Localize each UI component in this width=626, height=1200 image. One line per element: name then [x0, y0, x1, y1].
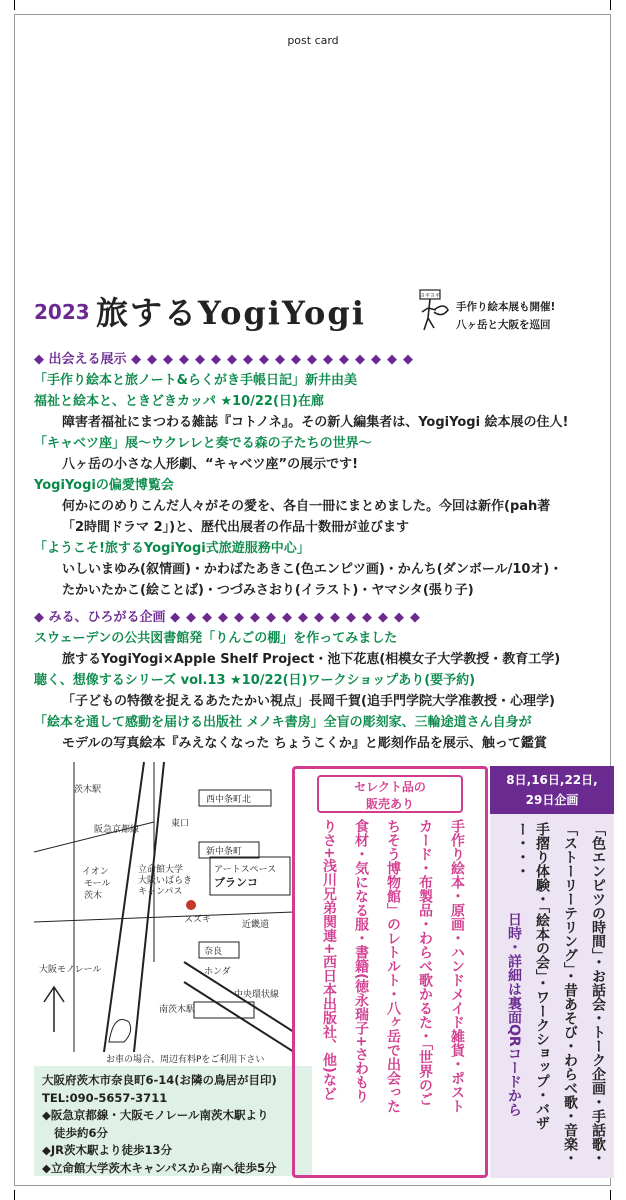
diamond-divider: ◆◆◆◆◆◆◆◆◆◆◆◆◆◆◆◆	[170, 610, 427, 625]
item-detail: 障害者福祉にまつわる雑誌『コトノネ』。その新人編集者は、YogiYogi 絵本展の住人!	[62, 415, 569, 430]
project-list	[34, 628, 614, 754]
venue-marker-icon	[186, 900, 196, 910]
select-text-column: ちそう博物館」のレトルト・八ヶ岳で出会った	[385, 819, 401, 1113]
event-text-column: 手摺り体験・「絵本の会」・ワークショップ・バザー・・・	[514, 822, 550, 1130]
event-text-column: 日時・詳細は裏面QRコードから	[506, 912, 522, 1117]
map-label: イオン	[82, 867, 109, 877]
event-title: 旅するYogiYogi	[96, 294, 366, 332]
postcard-label: post card	[287, 34, 339, 47]
parking-note: お車の場合、周辺有料Pをご利用下さい	[106, 1055, 265, 1065]
map-label: 南茨木駅	[159, 1005, 196, 1015]
access-line: ◆立命館大学茨木キャンパスから南へ徒歩5分	[42, 1160, 277, 1175]
select-text-column: 食材・気になる服・書籍(徳永瑞子+さわもり	[353, 819, 369, 1104]
tagline-line: 八ヶ岳と大阪を巡回	[456, 319, 551, 331]
yogiyogi-logo-icon	[418, 288, 458, 334]
item-title: 聴く、想像するシリーズ vol.13 ★10/22(日)ワークショップあり(要予約)	[34, 673, 476, 688]
crop-mark	[610, 1190, 611, 1200]
select-text-column: 手作り絵本・原画・ハンドメイド雑貨・ポスト	[449, 819, 465, 1113]
item-detail: いしいまゆみ(叙情画)・かわばたあきこ(色エンピツ画)・かんち(ダンボール/10オ)・	[62, 562, 563, 577]
section-label: ◆ 出会える展示	[34, 352, 127, 367]
access-line: 大阪府茨木市奈良町6-14(お隣の鳥居が目印)	[42, 1073, 277, 1087]
crop-mark	[14, 1190, 15, 1200]
map-label: 大阪モノレール	[39, 965, 102, 975]
select-text-column: カード・布製品・わらべ歌かるた・「世界のご	[417, 819, 433, 1106]
event-head-line: 8日,16日,22日,	[506, 773, 598, 787]
select-head-line: セレクト品の	[354, 780, 426, 794]
map-label: 大阪いばらき	[138, 876, 193, 886]
item-title: 「手作り絵本と旅ノート&らくがき手帳日記」新井由美	[34, 373, 357, 388]
exhibit-list	[34, 370, 614, 601]
select-goods-head	[317, 775, 463, 813]
event-head-line: 29日企画	[525, 793, 579, 807]
map-label: 中央環状線	[234, 990, 280, 1000]
map-label: 立命館大学	[138, 865, 184, 875]
mascot-icon	[109, 1020, 131, 1043]
north-arrow-icon	[44, 987, 64, 1032]
event-program-box	[490, 766, 614, 1178]
item-title: 福祉と絵本と、ときどきカッパ ★10/22(日)在廊	[34, 394, 324, 409]
map-label: アートスペース	[214, 865, 277, 875]
access-info	[34, 1066, 312, 1176]
map-label: 西中条町北	[206, 795, 252, 805]
access-line: ◆JR茨木駅より徒歩13分	[42, 1143, 172, 1157]
item-title: 「キャベツ座」展〜ウクレレと奏でる森の子たちの世界〜	[34, 436, 372, 451]
map-label: モール	[84, 879, 111, 889]
access-line: ◆阪急京都線・大阪モノレール南茨木駅より	[42, 1108, 269, 1122]
item-title: 「絵本を通して感動を届ける出版社 メノキ書房」全盲の彫刻家、三輪途道さん自身が	[34, 715, 532, 730]
item-detail: モデルの写真絵本『みえなくなった ちょうこくか』と彫刻作品を展示、触って鑑賞	[62, 736, 547, 751]
crop-mark	[14, 0, 15, 10]
item-title: YogiYogiの偏愛博覧会	[34, 478, 174, 493]
item-title: スウェーデンの公共図書館発「りんごの棚」を作ってみました	[34, 631, 398, 646]
map-label: ホンダ	[204, 967, 231, 977]
item-detail: 「2時間ドラマ 2」)と、歴代出展者の作品十数冊が並びます	[62, 520, 410, 535]
item-detail: 「子どもの特徴を捉えるあたたかい視点」長岡千賀(追手門学院大学准教授・心理学)	[62, 694, 555, 709]
item-detail: たかいたかこ(絵ことば)・つづみさおり(イラスト)・ヤマシタ(張り子)	[62, 583, 474, 598]
map-label: ブランコ	[214, 876, 258, 889]
diamond-divider: ◆◆◆◆◆◆◆◆◆◆◆◆◆◆◆◆◆◆	[131, 352, 420, 367]
item-detail: 何かにのめりこんだ人々がその愛を、各自一冊にまとめました。今回は新作(pah著	[62, 499, 551, 514]
tagline-line: 手作り絵本展も開催!	[456, 301, 556, 313]
event-dates-head	[490, 766, 614, 814]
header	[34, 282, 614, 342]
select-text-column: りさ+浅川兄弟関連+西日本出版社、他)など	[321, 819, 337, 1101]
map-label: 近畿道	[242, 920, 270, 930]
tagline	[456, 298, 555, 334]
map-label: 新中条町	[206, 847, 243, 857]
item-detail: 八ヶ岳の小さな人形劇、“キャベツ座”の展示です!	[62, 457, 359, 472]
year: 2023	[34, 300, 90, 324]
map-label: 茨木駅	[74, 785, 102, 795]
event-text-column: 「ストーリーテリング」・昔あそび・わらべ歌・音楽・	[562, 822, 578, 1165]
section-head-exhibits	[34, 348, 419, 367]
logo-text: ヨギヨギ	[419, 293, 441, 299]
item-detail: 旅するYogiYogi×Apple Shelf Project・池下花恵(相模女子大学教授・教育工学)	[62, 652, 561, 667]
select-head-line: 販売あり	[365, 797, 414, 811]
map-label: スズキ	[184, 915, 212, 925]
select-goods-box	[292, 766, 488, 1178]
map-label: 茨木	[84, 891, 103, 901]
access-map	[34, 762, 294, 1052]
item-title: 「ようこそ!旅するYogiYogi式旅遊服務中心」	[34, 541, 310, 556]
map-label: 奈良	[204, 947, 223, 957]
crop-mark	[610, 0, 611, 10]
map-label: 阪急京都線	[94, 825, 140, 835]
event-text-column: 「色エンピツの時間」・お話会・トーク企画・手話歌・	[590, 822, 606, 1165]
access-line: 徒歩約6分	[54, 1125, 109, 1140]
section-label: ◆ みる、ひろがる企画	[34, 610, 166, 625]
map-label: キャンパス	[138, 887, 183, 897]
section-head-projects	[34, 606, 426, 625]
access-line: TEL:090-5657-3711	[42, 1090, 168, 1105]
map-label: 東口	[171, 819, 190, 829]
